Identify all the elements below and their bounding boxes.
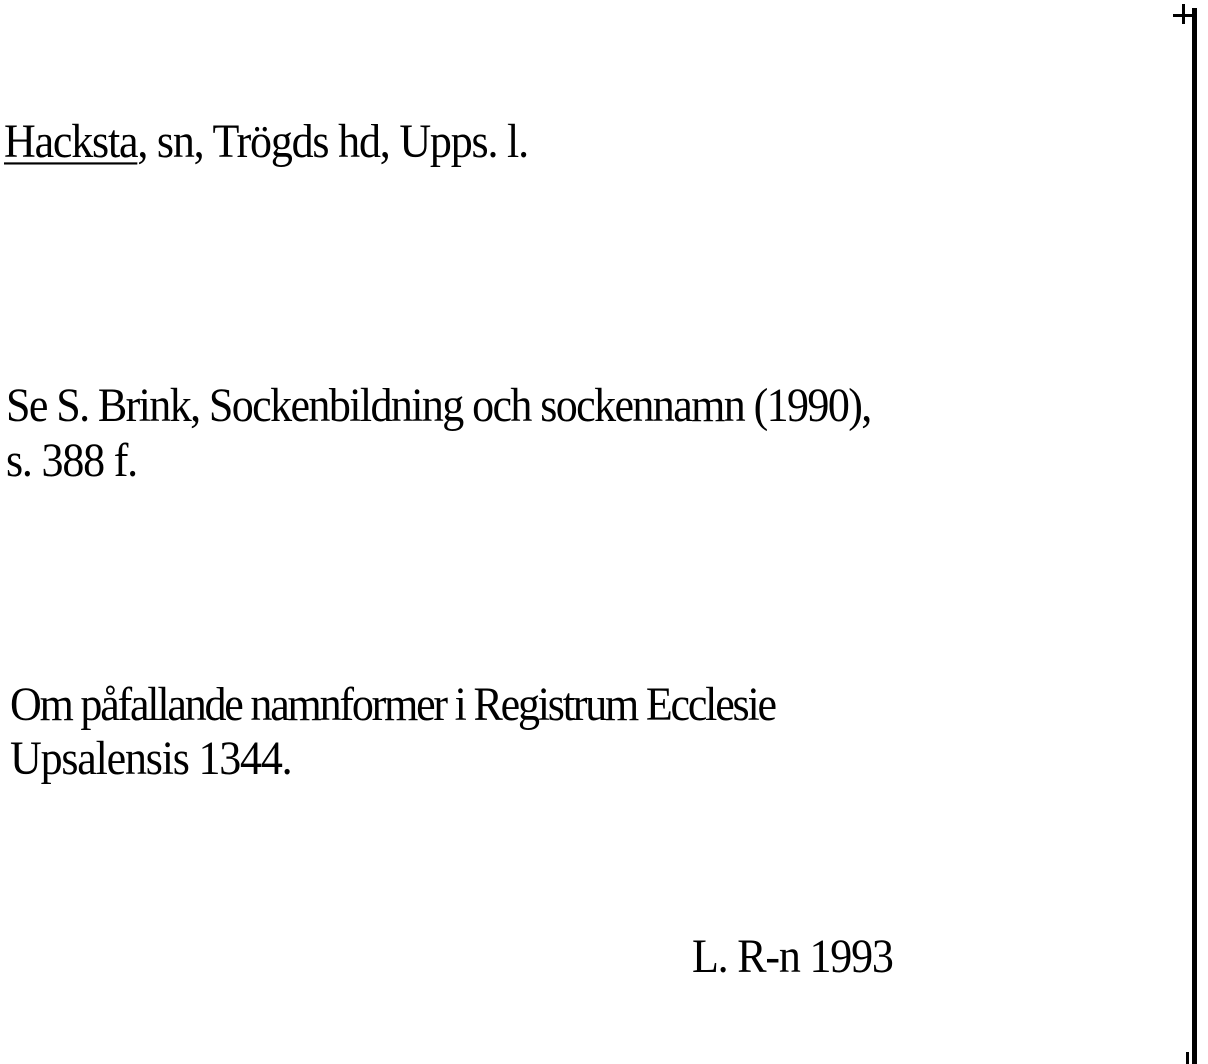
note-line-2: Upsalensis 1344. bbox=[10, 731, 292, 785]
author-signature: L. R-n 1993 bbox=[692, 929, 893, 983]
entry-heading-details: , sn, Trögds hd, Upps. l. bbox=[137, 114, 528, 168]
note-line-1: Om påfallande namnformer i Registrum Ecclesie bbox=[10, 677, 775, 731]
card-edge-border bbox=[1192, 8, 1197, 1064]
entry-heading bbox=[4, 114, 528, 168]
crop-mark-top-vertical-icon bbox=[1182, 4, 1185, 24]
reference-line-1: Se S. Brink, Sockenbildning och sockennamn (1990), bbox=[6, 378, 871, 432]
reference-line-2: s. 388 f. bbox=[6, 433, 137, 487]
place-name-headword: Hacksta bbox=[4, 114, 138, 168]
crop-mark-bottom-icon bbox=[1186, 1052, 1189, 1064]
